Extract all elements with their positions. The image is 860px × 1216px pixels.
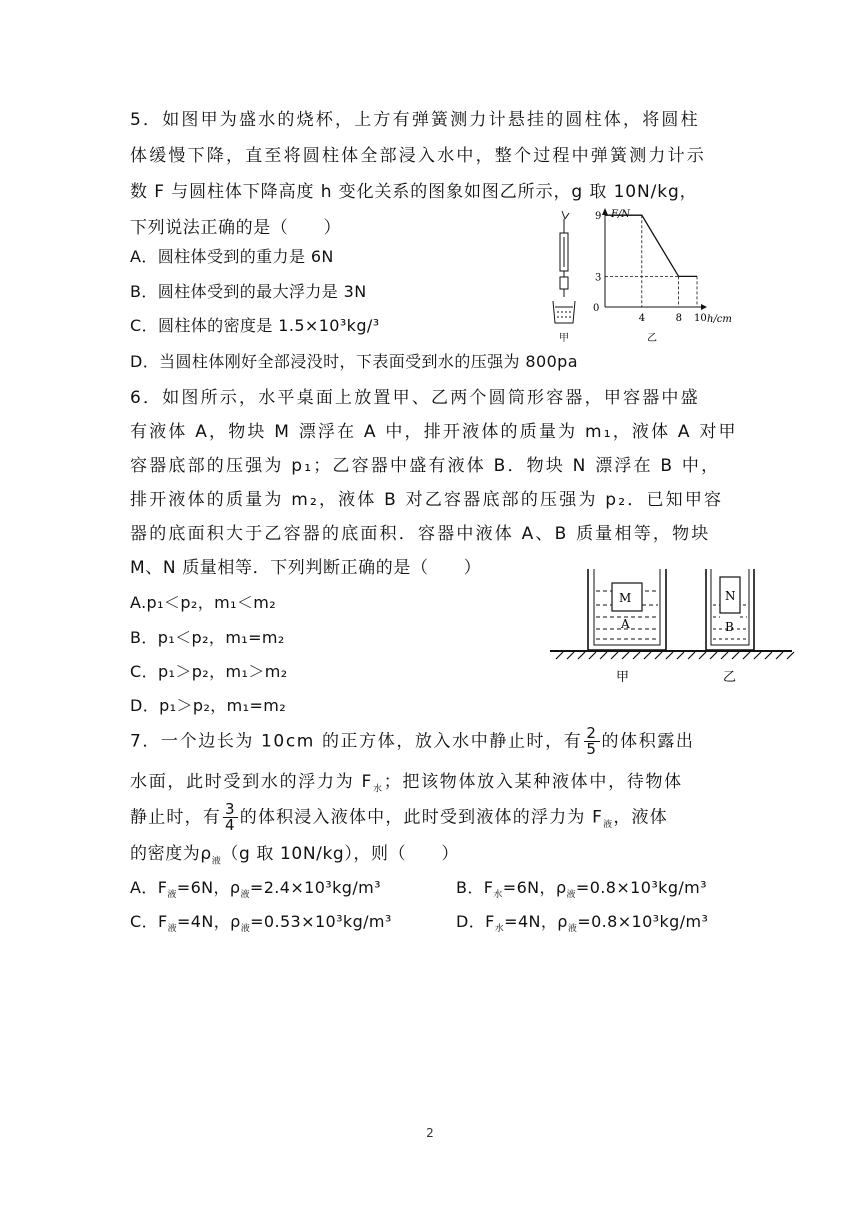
q7-option-a [130,876,381,907]
q7-line-3-end: ，液体 [613,807,668,828]
q6-line-4: 排开液体的质量为 m₂，液体 B 对乙容器底部的压强为 p₂．已知甲容 [130,490,724,510]
q6-fig-left-label: 甲 [616,670,630,685]
f-h-graph [593,208,732,344]
q7-a-post: =2.4×10³kg/m³ [249,878,381,897]
q7-line-3-text: 静止时，有 [130,807,221,828]
hatch-mark [688,652,695,659]
q6-option-a: A.p₁＜p₂，m₁＜m₂ [130,593,277,612]
q5-line-1: 5．如图甲为盛水的烧杯，上方有弹簧测力计悬挂的圆柱体，将圆柱 [130,110,700,130]
q5-line-4: 下列说法正确的是（ ） [130,218,342,238]
hatch-mark [589,652,596,659]
q7-a-sub2: 液 [240,890,250,901]
y-axis-label: F/N [611,209,631,220]
q6-line-1: 6．如图所示，水平桌面上放置甲、乙两个圆筒形容器，甲容器中盛 [130,388,700,408]
x-tick-label-8: 8 [675,313,682,324]
q7-fraction-3-4 [223,802,238,833]
q5-line-3: 数 F 与圆柱体下降高度 h 变化关系的图象如图乙所示，g 取 10N/kg， [130,182,698,202]
q7-d-sub: 水 [494,924,505,935]
q7-line-4-end: （g 取 10N/kg），则（ ） [221,844,460,864]
q7-line-3-sub: 液 [603,819,614,830]
q7-line-1-text: 7．一个边长为 10cm 的正方体，放入水中静止时，有 [130,731,583,752]
x-axis-label: h/cm [707,314,732,325]
hatch-mark [567,652,574,659]
hatch-mark [644,652,651,659]
hatch-mark [787,652,794,659]
frac2-numerator: 3 [225,800,236,818]
hatch-mark [765,652,772,659]
q7-line-3-mid: 的体积浸入液体中，此时受到液体的浮力为 F [239,807,604,828]
q7-c-post: =0.53×10³kg/m³ [250,912,392,931]
q6-option-b: B．p₁＜p₂，m₁=m₂ [130,628,285,647]
page-number: 2 [426,1126,434,1140]
x-axis-arrow-icon [701,304,707,310]
beaker-icon [553,301,575,323]
q6-option-c: C．p₁＞p₂，m₁＞m₂ [130,662,288,681]
y-tick-label-9: 9 [595,211,602,223]
hatch-mark [743,652,750,659]
q7-line-2-end: ；把该物体放入某种液体中，待物体 [383,772,683,792]
hatch-mark [732,652,739,659]
q6-line-5: 器的底面积大于乙容器的底面积．容器中液体 A、B 质量相等，物块 [130,524,711,544]
q7-b-sub2: 液 [566,890,576,901]
spring-scale-icon [560,211,569,297]
q5-fig-right-label: 乙 [647,333,657,344]
q5-option-d: D．当圆柱体刚好全部浸没时，下表面受到水的压强为 800pa [130,352,578,371]
q7-option-c [130,910,392,941]
q7-line-2-sub: 水 [372,784,384,795]
y-tick-label-3: 3 [595,272,602,284]
q7-a-mid: =6N，ρ [176,878,241,897]
q7-d-mid: =4N，ρ [504,912,568,931]
q5-option-a: A．圆柱体受到的重力是 6N [130,247,334,266]
q7-b-pre: B．F [456,878,494,897]
liquid-b-label: B [725,620,734,634]
hatch-mark [556,652,563,659]
q7-line-4 [130,842,459,873]
frac2-denominator: 4 [225,816,236,834]
q7-c-mid: =4N，ρ [176,912,241,931]
q7-c-sub: 液 [167,924,177,935]
q6-figure [550,565,795,690]
q7-line-3 [130,802,668,837]
q7-line-2 [130,770,683,801]
table-hatch [556,652,794,659]
q5-option-b: B．圆柱体受到的最大浮力是 3N [130,282,367,301]
q7-b-mid: =6N，ρ [502,878,567,897]
q7-c-pre: C．F [130,912,168,931]
q7-line-4-text: 的密度为ρ [130,844,212,864]
hatch-mark [611,652,618,659]
q7-line-4-sub: 液 [211,856,222,867]
hatch-mark [622,652,629,659]
q6-line-2: 有液体 A，物块 M 漂浮在 A 中，排开液体的质量为 m₁，液体 A 对甲 [130,422,738,442]
q7-option-b [456,876,707,907]
hatch-mark [776,652,783,659]
hatch-mark [677,652,684,659]
y-axis-arrow-icon [602,208,608,215]
hatch-mark [666,652,673,659]
q7-d-sub2: 液 [567,924,578,935]
block-m-label: M [619,591,632,605]
x-tick-label-4: 4 [638,313,646,324]
q7-d-pre: D．F [456,912,495,931]
liquid-a-label: A [621,617,630,631]
q5-figure [535,205,735,345]
hatch-mark [578,652,585,659]
q6-fig-right-label: 乙 [723,670,737,685]
q6-line-3: 容器底部的压强为 p₁；乙容器中盛有液体 B．物块 N 漂浮在 B 中， [130,456,721,476]
x-tick-label-10: 10 [694,313,707,324]
q7-line-1-end: 的体积露出 [601,731,695,752]
hatch-mark [721,652,728,659]
hatch-mark [655,652,662,659]
frac1-numerator: 2 [586,724,598,742]
q6-option-d: D．p₁＞p₂，m₁=m₂ [130,696,287,715]
q7-option-d [456,910,708,941]
q7-line-2-text: 水面，此时受到水的浮力为 F [130,772,373,792]
q7-fraction-2-5 [584,726,599,757]
hatch-mark [633,652,640,659]
hatch-mark [710,652,717,659]
q6-line-6: M、N 质量相等．下列判断正确的是（ ） [130,558,482,578]
q7-line-1 [130,726,695,757]
q5-option-c: C．圆柱体的密度是 1.5×10³kg/³ [130,316,380,335]
hatch-mark [754,652,761,659]
origin-label: 0 [593,303,600,314]
f-h-series-line [605,215,697,276]
frac1-denominator: 5 [586,740,598,758]
block-n-label: N [725,589,736,603]
q5-fig-left-label: 甲 [559,333,569,344]
q7-d-post: =0.8×10³kg/m³ [577,912,709,931]
q7-b-sub: 水 [493,890,503,901]
q7-a-pre: A．F [130,878,168,897]
hatch-mark [600,652,607,659]
hatch-mark [699,652,706,659]
q5-line-2: 体缓慢下降，直至将圆柱体全部浸入水中，整个过程中弹簧测力计示 [130,146,706,166]
q7-a-sub: 液 [167,890,177,901]
q7-c-sub2: 液 [240,924,251,935]
q7-b-post: =0.8×10³kg/m³ [575,878,707,897]
